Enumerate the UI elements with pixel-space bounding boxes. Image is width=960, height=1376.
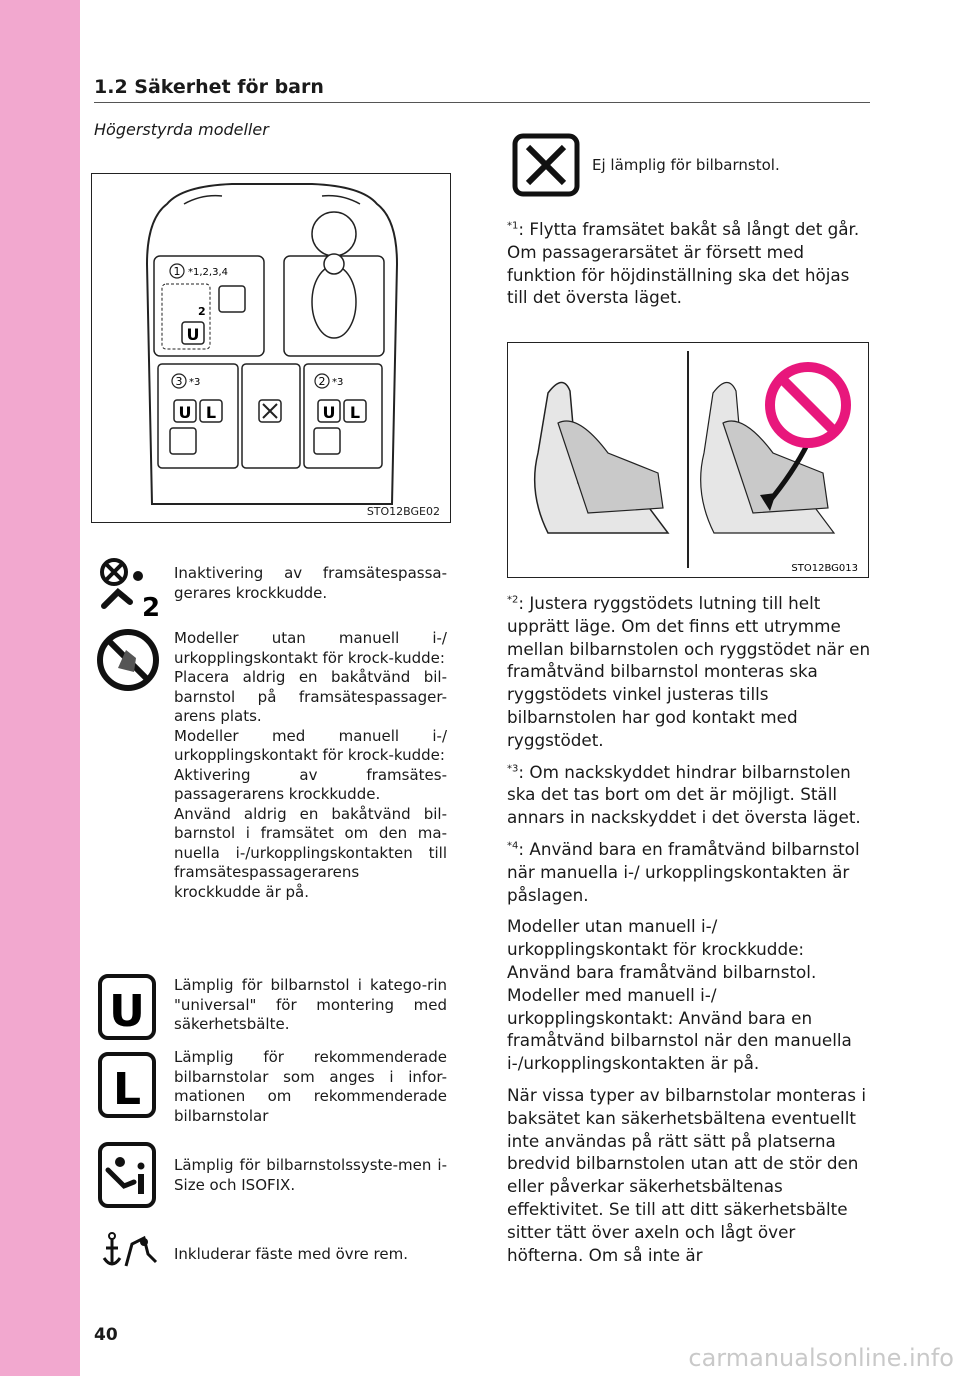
legend-paragraph: Använd aldrig en bakåtvänd bil-barnstol i framsätet om den ma-nuella i-/urkopplingskontakten till framsätespassagerarens krockkudde är på. xyxy=(174,804,447,901)
side-color-tab xyxy=(0,0,80,1376)
notes-block xyxy=(507,592,872,1275)
legend-recommended-text: Lämplig för rekommenderade bilbarnstolar som anges i infor-mationen om rekommenderade bilbarnstolar xyxy=(174,1048,447,1125)
note1-text: : Flytta framsätet bakåt så långt det går. Om passagerarsätet är försett med funktion för höjdinställning ska det höjas till det översta läget. xyxy=(507,219,860,308)
belts-paragraph: När vissa typer av bilbarnstolar monteras i baksätet kan säkerhetsbältena eventuellt inte användas på rätt sätt på platserna bredvid bilbarnstolen utan att de stör den eller påverkar säkerhetsbältenas effektivitet. Se till att ditt säkerhetsbälte sitter tätt över axeln och lågt över höfterna. Om så inte är xyxy=(507,1084,867,1265)
u-letter: U xyxy=(109,986,145,1037)
isize-isofix-icon xyxy=(96,1140,158,1214)
seat2-l-icon: L xyxy=(349,403,361,422)
airbag-off-digit: 2 xyxy=(142,593,161,618)
note1 xyxy=(507,218,872,318)
not-suitable-text: Ej lämplig för bilbarnstol. xyxy=(592,156,780,174)
airbag-off-icon xyxy=(96,556,162,622)
seat2-number: 2 xyxy=(318,375,326,388)
note2-text: : Justera ryggstödets lutning till helt upprätt läge. Om det finns ett utrymme mellan bilbarnstolen och ryggstödet när en framåtvänd bilbarnstol monteras ska ryggstödets vinkel justeras tills bilbarnstolen har god kontakt med ryggstödet. xyxy=(507,593,871,750)
no-rearward-seat-icon xyxy=(96,628,160,696)
seat1-airbag-digit: 2 xyxy=(198,305,206,318)
note3-text: : Om nackskyddet hindrar bilbarnstolen ska det tas bort om det är möjligt. Ställ annars in nackskyddet i det översta läget. xyxy=(507,761,861,828)
car-outline-svg xyxy=(92,174,449,521)
note3-mark: *3 xyxy=(507,762,519,774)
seat3-l-icon: L xyxy=(205,403,217,422)
legend-paragraph: Aktivering av framsätes-passagerarens krockkudde. xyxy=(174,765,447,803)
universal-u-icon xyxy=(96,972,158,1046)
note4-text: : Använd bara en framåtvänd bilbarnstol när manuella i-/ urkopplingskontakten är påslagen. xyxy=(507,838,860,905)
seat1-notes: *1,2,3,4 xyxy=(188,267,228,278)
section-header xyxy=(94,76,870,103)
seat2-u-icon: U xyxy=(322,403,336,422)
note1-mark: *1 xyxy=(507,220,519,232)
seat3-number: 3 xyxy=(175,375,183,388)
legend-paragraph: Modeller med manuell i-/ urkopplingskontakt för krock-kudde: xyxy=(174,726,447,764)
seat1-number: 1 xyxy=(173,265,181,278)
legend-universal-text: Lämplig för bilbarnstol i katego-rin "universal" för montering med säkerhetsbälte. xyxy=(174,976,447,1033)
models-paragraph: Modeller utan manuell i-/ urkopplingskontakt för krockkudde: Använd bara framåtvänd bilbarnstol. Modeller med manuell i-/ urkopplingskontakt: Använd bara en framåtvänd bilbarnstol när den manuella i-/urkopplingskontakten är på. xyxy=(507,916,852,1074)
legend-paragraph: Placera aldrig en bakåtvänd bil-barnstol på framsätespassager-arens plats. xyxy=(174,668,447,725)
legend-paragraph: Modeller utan manuell i-/ urkopplingskontakt för krock-kudde: xyxy=(174,629,447,667)
legend-no-rearward-text xyxy=(174,629,447,902)
section-title: 1.2 Säkerhet för barn xyxy=(94,76,324,98)
subtitle: Högerstyrda modeller xyxy=(94,120,269,139)
photo-code: STO12BG013 xyxy=(791,563,858,574)
page-number: 40 xyxy=(94,1325,118,1345)
seat1-u-icon: U xyxy=(186,325,200,344)
seating-diagram xyxy=(91,173,451,523)
seat3-notes: *3 xyxy=(189,377,201,388)
legend-isize-text: Lämplig för bilbarnstolssyste-men i-Size och ISOFIX. xyxy=(174,1156,447,1194)
note2-mark: *2 xyxy=(507,594,519,606)
not-suitable-x-icon xyxy=(512,133,580,201)
recommended-l-icon xyxy=(96,1050,158,1124)
seat2-notes: *3 xyxy=(332,377,344,388)
watermark: carmanualsonline.info xyxy=(688,1344,954,1372)
note4-mark: *4 xyxy=(507,840,519,852)
seat-illustration-svg xyxy=(508,343,867,576)
legend-tether-text: Inkluderar fäste med övre rem. xyxy=(174,1245,408,1263)
seat3-u-icon: U xyxy=(178,403,192,422)
diagram-code: STO12BGE02 xyxy=(366,505,440,518)
seat-angle-illustration xyxy=(507,342,869,578)
l-letter: L xyxy=(112,1064,142,1115)
legend-airbag-off-text: Inaktivering av framsätespassa-gerares krockkudde. xyxy=(174,564,447,602)
top-tether-icon xyxy=(96,1228,162,1280)
